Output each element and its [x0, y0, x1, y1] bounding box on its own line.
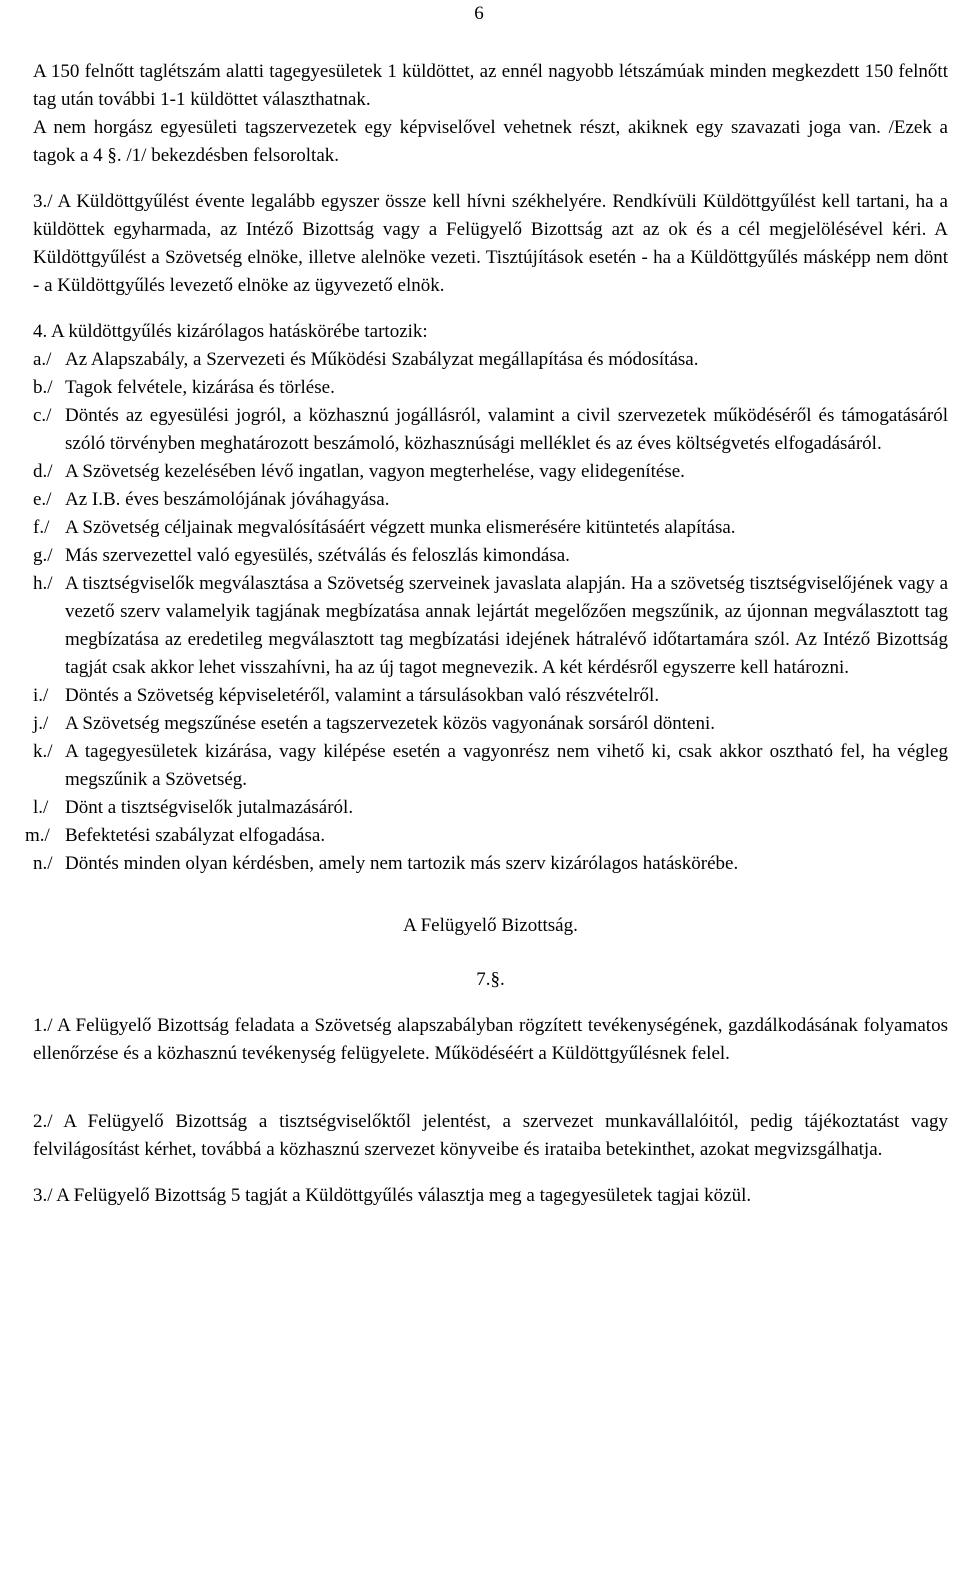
list-item-text: A Szövetség kezelésében lévő ingatlan, vagyon megterhelése, vagy elidegenítése.: [65, 461, 685, 482]
intro-paragraph-1: A 150 felnőtt taglétszám alatti tagegyesületek 1 küldöttet, az ennél nagyobb létszámúak minden megkezdett 150 felnőtt tag után további 1-1 küldöttet választhatnak.: [33, 61, 948, 110]
spacer: [33, 300, 948, 318]
spacer: [33, 1164, 948, 1182]
list-item-label: h./: [33, 573, 53, 594]
felugyelo-paragraph-1: 1./ A Felügyelő Bizottság feladata a Szövetség alapszabályban rögzített tevékenységének, gazdálkodásának folyamatos ellenőrzése és a közhasznú tevékenység felügyelete. Működéséért a Küldöttgyűlésnek felel.: [33, 1015, 948, 1064]
list-item-text: Döntés minden olyan kérdésben, amely nem tartozik más szerv kizárólagos hatáskörébe.: [65, 853, 739, 874]
list-item: [33, 570, 948, 682]
list-item: [33, 542, 948, 570]
list-item: [25, 822, 948, 850]
section-4-heading: 4. A küldöttgyűlés kizárólagos hatáskörébe tartozik:: [33, 321, 428, 342]
list-item-text: A Szövetség megszűnése esetén a tagszervezetek közös vagyonának sorsáról dönteni.: [65, 713, 715, 734]
list-item-label: d./: [33, 461, 53, 482]
list-item: [33, 710, 948, 738]
document-body: [25, 58, 948, 1210]
list-item-text: Az Alapszabály, a Szervezeti és Működési Szabályzat megállapítása és módosítása.: [65, 349, 699, 370]
list-item-label: e./: [33, 489, 52, 510]
list-item-label: m./: [25, 825, 50, 846]
list-item-text: Döntés az egyesülési jogról, a közhasznú jogállásról, valamint a civil szervezetek működéséről és támogatásáról szóló törvényben meghatározott beszámoló, közhasznúsági melléklet és az éves költségvetés elfogadásáról.: [65, 405, 948, 454]
list-item-text: Döntés a Szövetség képviseletéről, valamint a társulásokban való részvételről.: [65, 685, 660, 706]
list-item-text: Befektetési szabályzat elfogadása.: [65, 825, 326, 846]
list-item: [33, 402, 948, 458]
spacer: [33, 994, 948, 1012]
list-item: [33, 374, 948, 402]
list-item-label: a./: [33, 349, 52, 370]
list-item-text: A tisztségviselők megválasztása a Szövetség szerveinek javaslata alapján. Ha a szövetség tisztségviselőjének vagy a vezető szerv valamelyik tagjának megbízatása annak lejártát megelőzően megszűnik, az újonnan megválasztott tag megbízatása az eredetileg megválasztott tag megbízatási idejének hátralévő időtartamára szól. Az Intéző Bizottság tagját csak akkor lehet visszahívni, ha az új tagot megnevezik. A két kérdésről egyszerre kell határozni.: [65, 573, 948, 678]
list-item-label: j./: [33, 713, 49, 734]
list-item-text: A tagegyesületek kizárása, vagy kilépése esetén a vagyonrész nem vihető ki, csak akkor osztható fel, ha végleg megszűnik a Szövetség.: [65, 741, 948, 790]
list-item-text: Más szervezettel való egyesülés, szétválás és feloszlás kimondása.: [65, 545, 570, 566]
list-item-label: i./: [33, 685, 49, 706]
felugyelo-paragraph-2: 2./ A Felügyelő Bizottság a tisztségviselőktől jelentést, a szervezet munkavállalóitól, pedig tájékoztatást vagy felvilágosítást kérhet, továbbá a közhasznú szervezet könyveibe és irataiba betekinthet, azokat megvizsgálhatja.: [33, 1111, 948, 1160]
list-item: [33, 514, 948, 542]
page-number: 6: [474, 3, 484, 24]
list-item-label: l./: [33, 797, 49, 818]
list-item: [33, 682, 948, 710]
list-item: [33, 346, 948, 374]
list-item: [33, 738, 948, 794]
list-item-text: A Szövetség céljainak megvalósításáért végzett munka elismerésére kitüntetés alapítása.: [65, 517, 736, 538]
section-4-list: [25, 346, 948, 878]
section-3-paragraph: 3./ A Küldöttgyűlést évente legalább egyszer össze kell hívni székhelyére. Rendkívüli Küldöttgyűlést kell tartani, ha a küldöttek egyharmada, az Intéző Bizottság vagy a Felügyelő Bizottság azt az ok és a cél megjelölésével kéri. A Küldöttgyűlést a Szövetség elnöke, illetve alelnöke vezeti. Tisztújítások esetén - ha a Küldöttgyűlés másképp nem dönt - a Küldöttgyűlés levezető elnöke az ügyvezető elnök.: [33, 191, 948, 296]
list-item: [33, 458, 948, 486]
list-item-label: f./: [33, 517, 50, 538]
list-item-text: Tagok felvétele, kizárása és törlése.: [65, 377, 335, 398]
list-item-label: n./: [33, 853, 53, 874]
spacer: [33, 170, 948, 188]
spacer: [33, 1068, 948, 1108]
list-item-label: g./: [33, 545, 53, 566]
list-item: [33, 486, 948, 514]
section-title: A Felügyelő Bizottság.: [403, 915, 578, 936]
intro-paragraph-2: A nem horgász egyesületi tagszervezetek egy képviselővel vehetnek részt, akiknek egy szavazati joga van. /Ezek a tagok a 4 §. /1/ bekezdésben felsoroltak.: [33, 117, 948, 166]
list-item: [33, 850, 948, 878]
list-item-text: Az I.B. éves beszámolójának jóváhagyása.: [65, 489, 390, 510]
list-item-text: Dönt a tisztségviselők jutalmazásáról.: [65, 797, 354, 818]
section-number: 7.§.: [476, 969, 505, 990]
list-item-label: c./: [33, 405, 52, 426]
list-item-label: b./: [33, 377, 53, 398]
list-item: [33, 794, 948, 822]
list-item-label: k./: [33, 741, 53, 762]
felugyelo-paragraph-3: 3./ A Felügyelő Bizottság 5 tagját a Küldöttgyűlés választja meg a tagegyesületek tagjai közül.: [33, 1185, 752, 1206]
